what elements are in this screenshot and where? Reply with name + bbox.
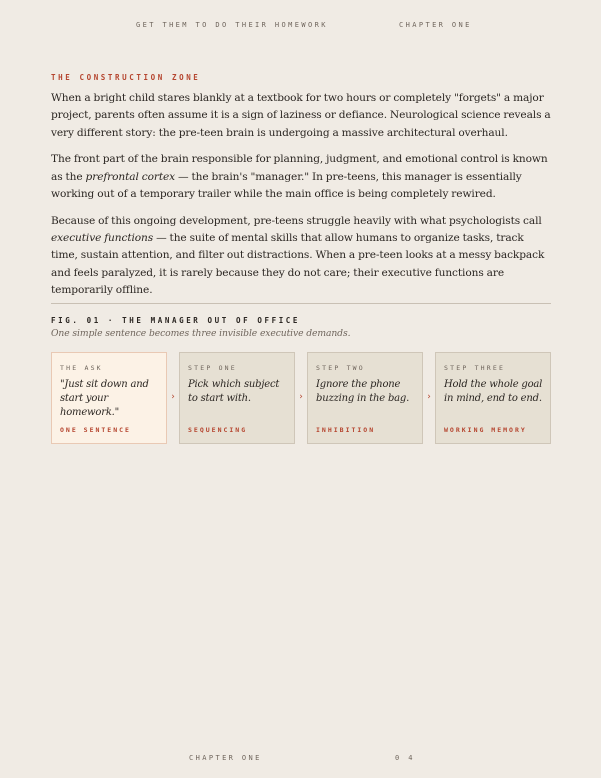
step-card-two [307, 352, 423, 444]
step-tag: SEQUENCING [188, 426, 248, 434]
figure-steps [51, 352, 551, 444]
step-card-one [179, 352, 295, 444]
main-content [51, 73, 551, 309]
paragraph-2-text-a: The front part of the brain responsible for planning, judgment, and emotional control is known as the [51, 153, 548, 183]
paragraph-2-text-b: — the brain's "manager." In pre-teens, this manager is essentially working out of a temporary trailer while the main office is being completely rewired. [51, 170, 522, 200]
chevron-right-icon: › [427, 392, 431, 402]
book-title: GET THEM TO DO THEIR HOMEWORK [136, 21, 328, 29]
step-tag: ONE SENTENCE [60, 426, 131, 434]
step-card-ask [51, 352, 167, 444]
paragraph-1: When a bright child stares blankly at a textbook for two hours or completely "forgets" a major project, parents often assume it is a sign of laziness or defiance. Neurological science reveals a very different story: the pre-teen brain is undergoing a massive architectural overhaul. [51, 92, 551, 139]
step-card-three [435, 352, 551, 444]
step-label: STEP TWO [316, 364, 365, 372]
running-header [0, 21, 601, 31]
paragraph-3-text-a: Because of this ongoing development, pre-teens struggle heavily with what psychologists call [51, 214, 542, 227]
paragraph-2 [51, 151, 551, 203]
paragraph-3-text-b: — the suite of mental skills that allow humans to organize tasks, track time, sustain attention, and filter out distractions. When a pre-teen looks at a messy backpack and feels paralyzed, it is rarely because they do not care; their executive functions are temporarily offline. [51, 232, 545, 296]
step-text: Hold the whole goal in mind, end to end. [444, 379, 543, 404]
step-tag: INHIBITION [316, 426, 376, 434]
step-label: STEP THREE [444, 364, 506, 372]
figure-title: FIG. 01 · THE MANAGER OUT OF OFFICE [51, 316, 301, 325]
step-text: Pick which subject to start with. [188, 379, 280, 404]
chapter-label: CHAPTER ONE [399, 21, 472, 29]
step-text: "Just sit down and start your homework." [60, 379, 149, 418]
step-label: THE ASK [60, 364, 103, 372]
section-heading: THE CONSTRUCTION ZONE [51, 73, 201, 82]
step-tag: WORKING MEMORY [444, 426, 527, 434]
paragraph-3 [51, 213, 551, 299]
chevron-right-icon: › [299, 392, 303, 402]
step-label: STEP ONE [188, 364, 237, 372]
term-executive-functions: executive functions [51, 232, 154, 245]
chevron-right-icon: › [171, 392, 175, 402]
page-number: 0 4 [395, 754, 415, 762]
term-prefrontal-cortex: prefrontal cortex [85, 170, 176, 183]
step-text: Ignore the phone buzzing in the bag. [316, 379, 410, 404]
footer-chapter: CHAPTER ONE [189, 754, 262, 762]
section-divider [51, 303, 551, 304]
page-footer [0, 754, 601, 764]
figure-caption: One simple sentence becomes three invisible executive demands. [51, 328, 351, 339]
